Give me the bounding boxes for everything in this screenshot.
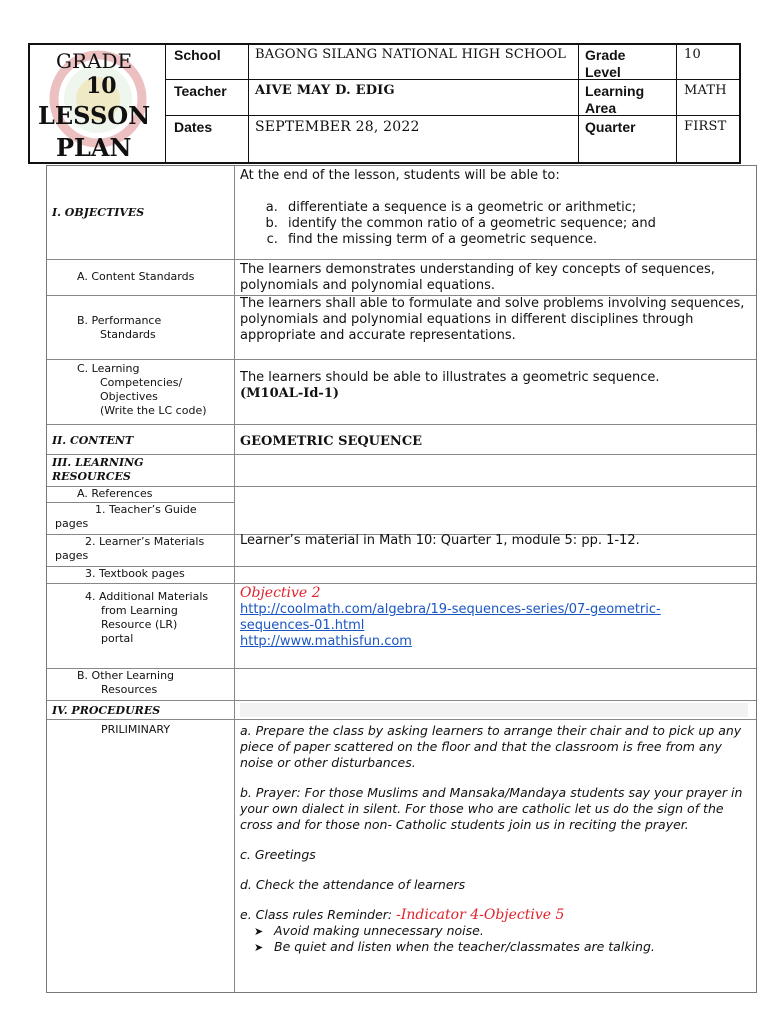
objective-item: c. find the missing term of a geometric sequence. <box>282 232 750 248</box>
objective-2-tag: Objective 2 <box>240 585 321 601</box>
quarter-label: Quarter <box>585 119 636 135</box>
competencies-label-line: C. Learning <box>77 362 140 375</box>
content-standards-label: A. Content Standards <box>77 270 195 283</box>
teachers-guide-label <box>55 503 197 531</box>
step-e-text: e. Class rules Reminder: <box>240 907 393 922</box>
additional-label-line: from Learning <box>101 604 178 617</box>
logo-plan-word: PLAN <box>56 133 132 162</box>
resources-label-line: RESOURCES <box>52 470 131 483</box>
additional-label-line: 4. Additional Materials <box>85 590 209 603</box>
resources-label-line: III. LEARNING <box>52 456 144 469</box>
step-c: c. Greetings <box>240 847 316 862</box>
quarter-value: FIRST <box>684 119 727 134</box>
logo-lesson-word: LESSON <box>38 101 151 130</box>
procedures-label: IV. PROCEDURES <box>52 704 161 717</box>
preliminary-cell <box>240 723 750 955</box>
content-value: GEOMETRIC SEQUENCE <box>240 434 423 449</box>
grade-level-value: 10 <box>684 47 701 62</box>
competencies-text: The learners should be able to illustrates a geometric sequence. <box>240 370 660 385</box>
learners-materials-value: Learner’s material in Math 10: Quarter 1, module 5: pp. 1-12. <box>240 533 640 548</box>
additional-label-line: Resource (LR) <box>101 618 178 631</box>
other-resources-label <box>77 669 174 697</box>
step-d: d. Check the attendance of learners <box>240 877 466 892</box>
objectives-intro: At the end of the lesson, students will be able to: <box>240 168 560 183</box>
competencies-label-line: (Write the LC code) <box>100 404 207 417</box>
learning-area-value: MATH <box>684 83 727 98</box>
coolmath-link-line[interactable]: http://coolmath.com/algebra/19-sequences-series/07-geometric- <box>240 602 661 617</box>
step-a: a. Prepare the class by asking learners to arrange their chair and to pick up any piece of paper scattered on the floor and that the classroom is free from any noise or other disturbances. <box>240 723 742 770</box>
mathisfun-link[interactable]: http://www.mathisfun.com <box>240 634 412 649</box>
competencies-label-line: Competencies/ <box>100 376 183 389</box>
learning-resources-label <box>52 456 144 484</box>
class-rule-item: ➤ Avoid making unnecessary noise. <box>274 923 750 939</box>
logo-grade-number: 10 <box>86 73 117 99</box>
references-label: A. References <box>77 487 153 500</box>
competencies-label-line: Objectives <box>100 390 158 403</box>
preliminary-label: PRILIMINARY <box>101 723 171 736</box>
additional-label-line: portal <box>101 632 134 645</box>
performance-standards-text: The learners shall able to formulate and solve problems involving sequences, polynomials and polynomial equations in different disciplines through appropriate and accurate representations. <box>240 296 745 343</box>
content-label: II. CONTENT <box>52 434 134 447</box>
competencies-code: (M10AL-Id-1) <box>240 386 340 401</box>
objectives-label: I. OBJECTIVES <box>52 206 145 219</box>
other-resources-line: B. Other Learning <box>77 669 175 682</box>
other-resources-line: Resources <box>101 683 158 696</box>
teachers-guide-line: pages <box>55 517 89 530</box>
step-b: b. Prayer: For those Muslims and Mansaka/Mandaya students say your prayer in your own dialect in silent. For those who are catholic let us do the sign of the cross and for those non- Catholic students join us in reciting the prayer. <box>240 785 743 832</box>
competencies-label <box>77 362 207 418</box>
objective-item: b. identify the common ratio of a geometric sequence; and <box>282 216 750 232</box>
teachers-guide-line: 1. Teacher’s Guide <box>95 503 197 516</box>
dates-value: SEPTEMBER 28, 2022 <box>255 119 420 135</box>
learners-materials-label <box>55 535 204 563</box>
learning-area-label: Learning Area <box>585 83 645 116</box>
additional-materials-label <box>85 590 208 646</box>
step-e <box>240 907 750 923</box>
performance-label-line: Standards <box>100 328 156 341</box>
teacher-label: Teacher <box>174 83 227 99</box>
objective-item: a. differentiate a sequence is a geometric or arithmetic; <box>282 200 750 216</box>
teacher-value: AIVE MAY D. EDIG <box>255 83 395 98</box>
school-value: BAGONG SILANG NATIONAL HIGH SCHOOL <box>255 47 567 62</box>
performance-standards-label <box>77 314 161 342</box>
textbook-label: 3. Textbook pages <box>85 567 185 580</box>
learners-materials-line: 2. Learner’s Materials <box>85 535 205 548</box>
additional-materials-cell <box>240 585 750 650</box>
grade-level-label: Grade Level <box>585 47 626 80</box>
competencies-cell <box>240 370 750 402</box>
coolmath-link-line[interactable]: sequences-01.html <box>240 618 365 633</box>
objectives-list <box>240 200 750 248</box>
learners-materials-line: pages <box>55 549 89 562</box>
indicator-tag: -Indicator 4-Objective 5 <box>396 907 565 923</box>
header-table <box>28 43 741 164</box>
class-rules-list <box>240 923 750 955</box>
lesson-plan-table <box>46 165 757 993</box>
coolmath-link[interactable] <box>240 602 750 634</box>
class-rule-item: ➤ Be quiet and listen when the teacher/classmates are talking. <box>274 939 750 955</box>
performance-label-line: B. Performance <box>77 314 162 327</box>
school-logo <box>34 47 162 162</box>
procedures-header-fill <box>240 703 748 717</box>
content-standards-text: The learners demonstrates understanding of key concepts of sequences, polynomials and polynomial equations. <box>240 262 715 293</box>
logo-grade-word: GRADE <box>56 49 133 73</box>
school-label: School <box>174 47 221 63</box>
objectives-cell <box>240 168 750 248</box>
dates-label: Dates <box>174 119 213 135</box>
